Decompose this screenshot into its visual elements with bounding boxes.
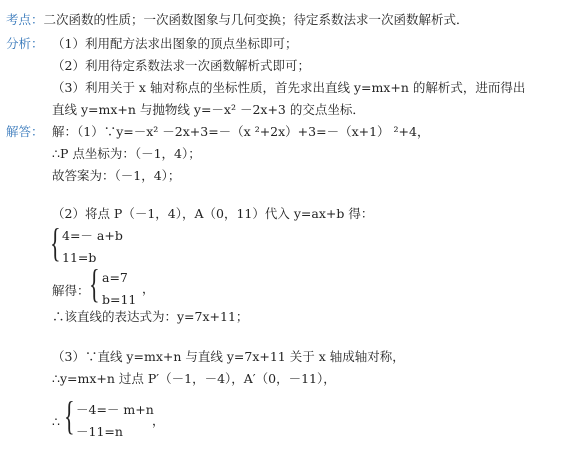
analysis-line-2: （2）利用待定系数法求一次函数解析式即可；	[52, 58, 310, 73]
solution-p1-line-2: ∴P 点坐标为：（－1，4）；	[52, 146, 201, 161]
kaodian-label: 考点：	[6, 12, 44, 27]
system-brace-2: {	[89, 261, 100, 306]
jieda-label: 解答：	[6, 124, 44, 139]
p2-system-eq-2: 11=b	[62, 250, 97, 265]
p3-therefore: ∴	[52, 414, 60, 429]
p2-solution-b: b=11	[102, 292, 137, 307]
system-brace-1: {	[50, 220, 61, 265]
p2-system-eq-1: 4=－ a+b	[62, 228, 123, 243]
system-brace-3: {	[64, 393, 75, 438]
p3-points: ∴y=mx+n 过点 P′（－1，－4），A′（0，－11），	[52, 371, 336, 386]
kaodian-row	[6, 12, 469, 28]
p2-result: ∴该直线的表达式为：y=7x+11；	[52, 309, 249, 324]
solution-p2-intro: （2）将点 P（－1，4），A（0，11）代入 y=ax+b 得：	[52, 206, 374, 221]
fenxi-label: 分析：	[6, 36, 44, 51]
p3-system-comma: ，	[152, 413, 165, 428]
analysis-line-4: 直线 y=mx+n 与抛物线 y=－x² －2x+3 的交点坐标．	[52, 102, 365, 117]
p3-intro: （3）∵直线 y=mx+n 与直线 y=7x+11 关于 x 轴成轴对称，	[52, 349, 405, 364]
p2-solution-comma: ，	[142, 281, 155, 296]
analysis-line-1: （1）利用配方法求出图象的顶点坐标即可；	[52, 36, 298, 51]
solution-p1-line-1: 解：（1）∵y=－x² －2x+3=－（x ²+2x）+3=－（x+1） ²+4，	[52, 124, 430, 139]
p2-solve-label: 解得：	[52, 283, 90, 298]
p2-solution-a: a=7	[102, 270, 128, 285]
analysis-line-3: （3）利用关于 x 轴对称点的坐标性质，首先求出直线 y=mx+n 的解析式，进而得出	[52, 80, 526, 95]
p3-system-eq-1: －4=－ m+n	[76, 402, 154, 417]
p3-system-eq-2: －11=n	[76, 424, 123, 439]
kaodian-text: 二次函数的性质；一次函数图象与几何变换；待定系数法求一次函数解析式．	[43, 12, 469, 27]
solution-p1-line-3: 故答案为：（－1，4）；	[52, 168, 181, 183]
